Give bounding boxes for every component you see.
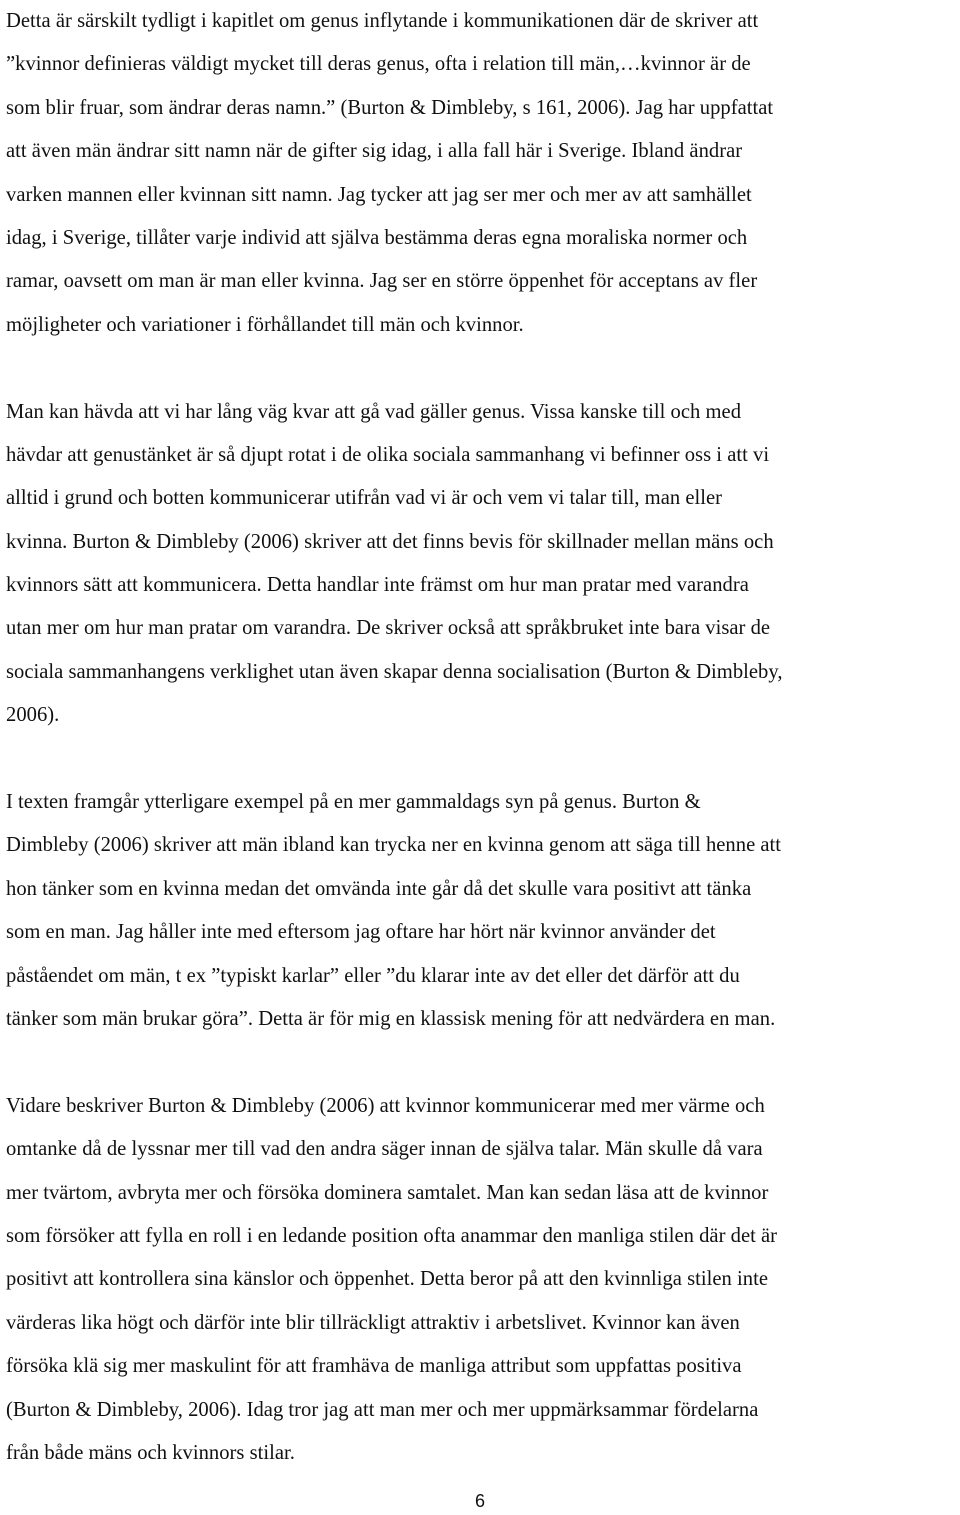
paragraph-2 <box>6 391 954 738</box>
paragraph-spacer <box>6 347 954 390</box>
text-line: mer tvärtom, avbryta mer och försöka dominera samtalet. Man kan sedan läsa att de kvinnor <box>6 1181 769 1204</box>
text-line: försöka klä sig mer maskulint för att framhäva de manliga attribut som uppfattas positiva <box>6 1355 742 1378</box>
paragraph-3 <box>6 781 954 1041</box>
text-line: Detta är särskilt tydligt i kapitlet om genus inflytande i kommunikationen där de skriver att <box>6 10 759 32</box>
text-line: utan mer om hur man pratar om varandra. De skriver också att språkbruket inte bara visar de <box>6 617 771 640</box>
text-line: kvinna. Burton & Dimbleby (2006) skriver att det finns bevis för skillnader mellan mäns och <box>6 530 774 553</box>
text-line: hävdar att genustänket är så djupt rotat i de olika sociala sammanhang vi befinner oss i att vi <box>6 443 770 466</box>
paragraph-spacer <box>6 1041 954 1084</box>
paragraph-4 <box>6 1085 954 1476</box>
text-line: I texten framgår ytterligare exempel på en mer gammaldags syn på genus. Burton & <box>6 791 701 814</box>
text-line: positivt att kontrollera sina känslor och öppenhet. Detta beror på att den kvinnliga stilen inte <box>6 1268 768 1291</box>
text-line: möjligheter och variationer i förhållandet till män och kvinnor. <box>6 313 524 336</box>
text-line: värderas lika högt och därför inte blir tillräckligt attraktiv i arbetslivet. Kvinnor kan även <box>6 1311 740 1334</box>
text-line: som en man. Jag håller inte med eftersom jag oftare har hört när kvinnor använder det <box>6 921 716 944</box>
text-line: påståendet om män, t ex ”typiskt karlar” eller ”du klarar inte av det eller det därför att du <box>6 964 740 987</box>
text-line: ”kvinnor definieras väldigt mycket till deras genus, ofta i relation till män,…kvinnor är de <box>6 53 751 76</box>
text-line: 2006). <box>6 704 60 727</box>
text-line: tänker som män brukar göra”. Detta är för mig en klassisk mening för att nedvärdera en man. <box>6 1007 776 1030</box>
text-line: idag, i Sverige, tillåter varje individ att själva bestämma deras egna moraliska normer och <box>6 226 748 249</box>
text-line: (Burton & Dimbleby, 2006). Idag tror jag att man mer och mer uppmärksammar fördelarna <box>6 1398 759 1421</box>
text-line: som försöker att fylla en roll i en ledande position ofta anammar den manliga stilen där det är <box>6 1224 778 1247</box>
paragraph-spacer <box>6 738 954 781</box>
text-line: hon tänker som en kvinna medan det omvända inte går då det skulle vara positivt att tänka <box>6 877 752 900</box>
page-number: 6 <box>474 1491 485 1511</box>
paragraph-1 <box>6 0 954 347</box>
text-line: omtanke då de lyssnar mer till vad den andra säger innan de själva talar. Män skulle då vara <box>6 1138 763 1161</box>
text-line: kvinnors sätt att kommunicera. Detta handlar inte främst om hur man pratar med varandra <box>6 574 749 597</box>
text-line: från både mäns och kvinnors stilar. <box>6 1441 295 1464</box>
text-line: alltid i grund och botten kommunicerar utifrån vad vi är och vem vi talar till, man eller <box>6 487 723 510</box>
text-line: Dimbleby (2006) skriver att män ibland kan trycka ner en kvinna genom att säga till henne att <box>6 834 782 857</box>
text-line: som blir fruar, som ändrar deras namn.” (Burton & Dimbleby, s 161, 2006). Jag har uppfattat <box>6 96 774 119</box>
text-line: sociala sammanhangens verklighet utan även skapar denna socialisation (Burton & Dimbleby, <box>6 660 783 683</box>
text-line: Vidare beskriver Burton & Dimbleby (2006) att kvinnor kommunicerar med mer värme och <box>6 1094 765 1117</box>
text-line: Man kan hävda att vi har lång väg kvar att gå vad gäller genus. Vissa kanske till och med <box>6 400 742 423</box>
text-line: ramar, oavsett om man är man eller kvinna. Jag ser en större öppenhet för acceptans av fler <box>6 270 758 293</box>
text-line: att även män ändrar sitt namn när de gifter sig idag, i alla fall här i Sverige. Ibland ändrar <box>6 140 743 163</box>
text-line: varken mannen eller kvinnan sitt namn. Jag tycker att jag ser mer och mer av att samhället <box>6 183 752 206</box>
body-text <box>6 0 954 1475</box>
